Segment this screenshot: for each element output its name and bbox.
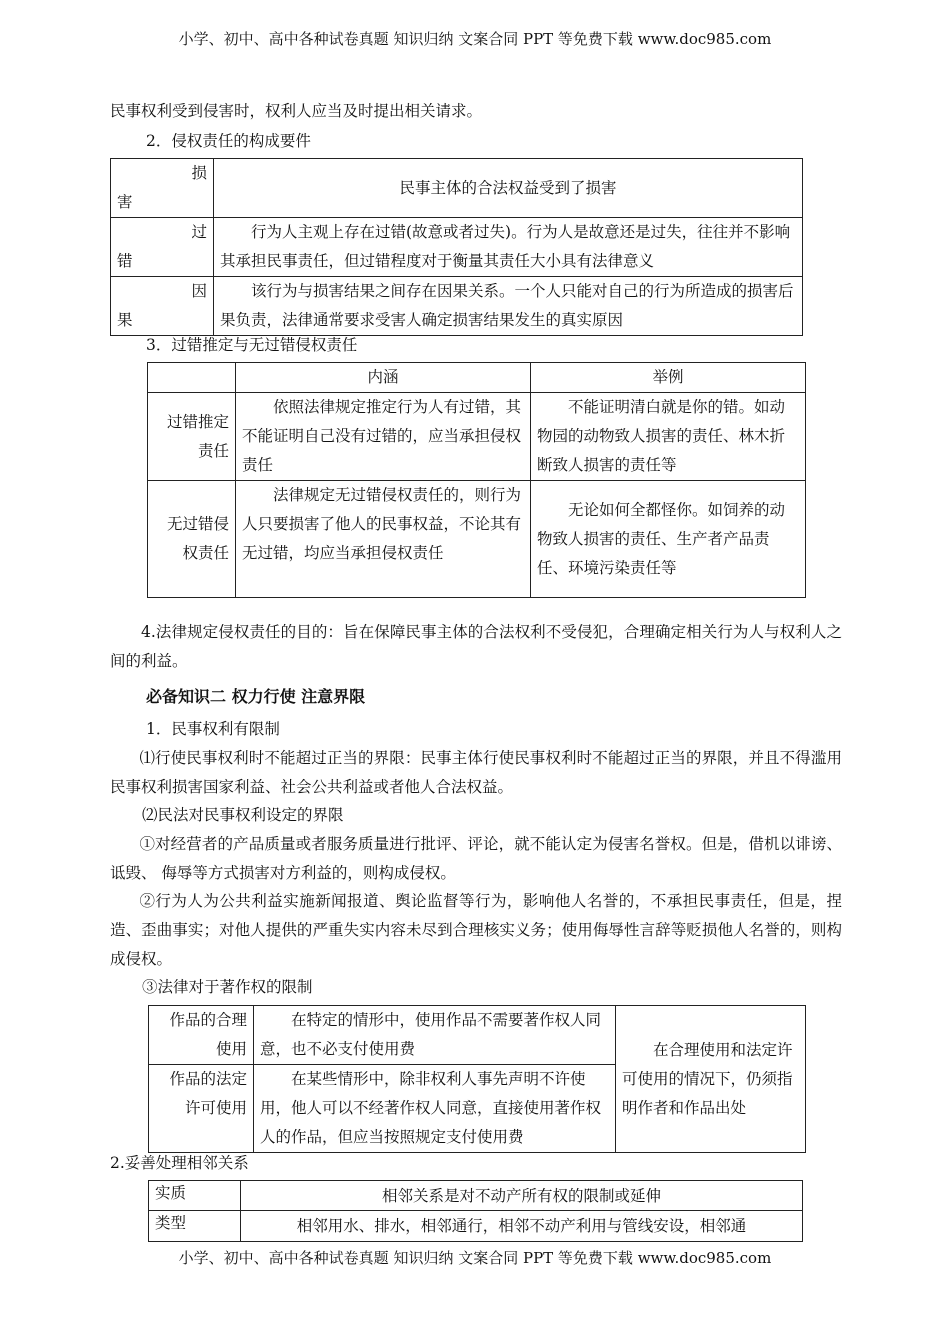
neighbor-table bbox=[148, 1180, 803, 1242]
row-value: 相邻关系是对不动产所有权的限制或延伸 bbox=[241, 1181, 803, 1211]
page-header: 小学、初中、高中各种试卷真题 知识归纳 文案合同 PPT 等免费下载 www.doc985.com bbox=[178, 30, 772, 48]
paragraph: ⑵民法对民事权利设定的界限 bbox=[142, 806, 344, 824]
row-key: 无过错侵权责任 bbox=[148, 481, 236, 598]
section-heading: 必备知识二 权力行使 注意界限 bbox=[146, 687, 366, 706]
paragraph: 民事权利受到侵害时，权利人应当及时提出相关请求。 bbox=[110, 102, 483, 120]
section-title: 2．侵权责任的构成要件 bbox=[146, 132, 311, 150]
table-cell-value: 行为人主观上存在过错(故意或者过失)。行为人是故意还是过失，往往并不影响其承担民事责任，但过错程度对于衡量其责任大小具有法律意义 bbox=[214, 218, 803, 277]
row-key: 作品的法定许可使用 bbox=[149, 1065, 254, 1153]
page-footer: 小学、初中、高中各种试卷真题 知识归纳 文案合同 PPT 等免费下载 www.doc985.com bbox=[178, 1249, 772, 1267]
paragraph: ②行为人为公共利益实施新闻报道、舆论监督等行为，影响他人名誉的，不承担民事责任，但是，捏造、歪曲事实；对他人提供的严重失实内容未尽到合理核实义务；使用侮辱性言辞等贬损他人名誉的，则构成侵权。 bbox=[110, 892, 842, 968]
liability-table bbox=[147, 362, 806, 598]
paragraph: ③法律对于著作权的限制 bbox=[142, 978, 313, 996]
copyright-table bbox=[148, 1005, 806, 1153]
row-meaning: 法律规定无过错侵权责任的，则行为人只要损害了他人的民事权益，不论其有无过错，均应当承担侵权责任 bbox=[236, 481, 531, 598]
note-cell: 在合理使用和法定许可使用的情况下，仍须指明作者和作品出处 bbox=[616, 1006, 806, 1153]
subsection-title: 1．民事权利有限制 bbox=[146, 720, 280, 738]
row-key: 实质 bbox=[149, 1181, 241, 1211]
paragraph: ⑴行使民事权利时不能超过正当的界限：民事主体行使民事权利时不能超过正当的界限，并且不得滥用民事权利损害国家利益、社会公共利益或者他人合法权益。 bbox=[110, 749, 842, 796]
header-cell: 内涵 bbox=[236, 363, 531, 393]
row-example: 不能证明清白就是你的错。如动物园的动物致人损害的责任、林木折断致人损害的责任等 bbox=[531, 393, 806, 481]
row-key: 过错推定责任 bbox=[148, 393, 236, 481]
row-value: 相邻用水、排水，相邻通行，相邻不动产利用与管线安设，相邻通 bbox=[241, 1211, 803, 1242]
row-key: 类型 bbox=[149, 1211, 241, 1242]
header-cell bbox=[148, 363, 236, 393]
row-value: 在特定的情形中，使用作品不需要著作权人同意，也不必支付使用费 bbox=[254, 1006, 616, 1065]
table-cell-key: 过 错 bbox=[111, 218, 214, 277]
section-title: 3．过错推定与无过错侵权责任 bbox=[146, 336, 358, 354]
paragraph: ①对经营者的产品质量或者服务质量进行批评、评论，就不能认定为侵害名誉权。但是，借机以诽谤、诋毁、 侮辱等方式损害对方利益的，则构成侵权。 bbox=[110, 835, 842, 882]
paragraph: 4.法律规定侵权责任的目的：旨在保障民事主体的合法权利不受侵犯，合理确定相关行为人与权利人之间的利益。 bbox=[110, 623, 842, 670]
table-cell-key: 因 果 bbox=[111, 277, 214, 336]
row-example: 无论如何全都怪你。如饲养的动物致人损害的责任、生产者产品责任、环境污染责任等 bbox=[531, 481, 806, 598]
row-meaning: 依照法律规定推定行为人有过错，其不能证明自己没有过错的，应当承担侵权责任 bbox=[236, 393, 531, 481]
table-cell-value: 该行为与损害结果之间存在因果关系。一个人只能对自己的行为所造成的损害后果负责，法律通常要求受害人确定损害结果发生的真实原因 bbox=[214, 277, 803, 336]
table-cell-value: 民事主体的合法权益受到了损害 bbox=[214, 159, 803, 218]
row-key: 作品的合理使用 bbox=[149, 1006, 254, 1065]
header-cell: 举例 bbox=[531, 363, 806, 393]
table-cell-key: 损 害 bbox=[111, 159, 214, 218]
subsection-title: 2.妥善处理相邻关系 bbox=[110, 1154, 249, 1172]
row-value: 在某些情形中，除非权利人事先声明不许使用，他人可以不经著作权人同意，直接使用著作权人的作品，但应当按照规定支付使用费 bbox=[254, 1065, 616, 1153]
elements-table bbox=[110, 158, 803, 336]
